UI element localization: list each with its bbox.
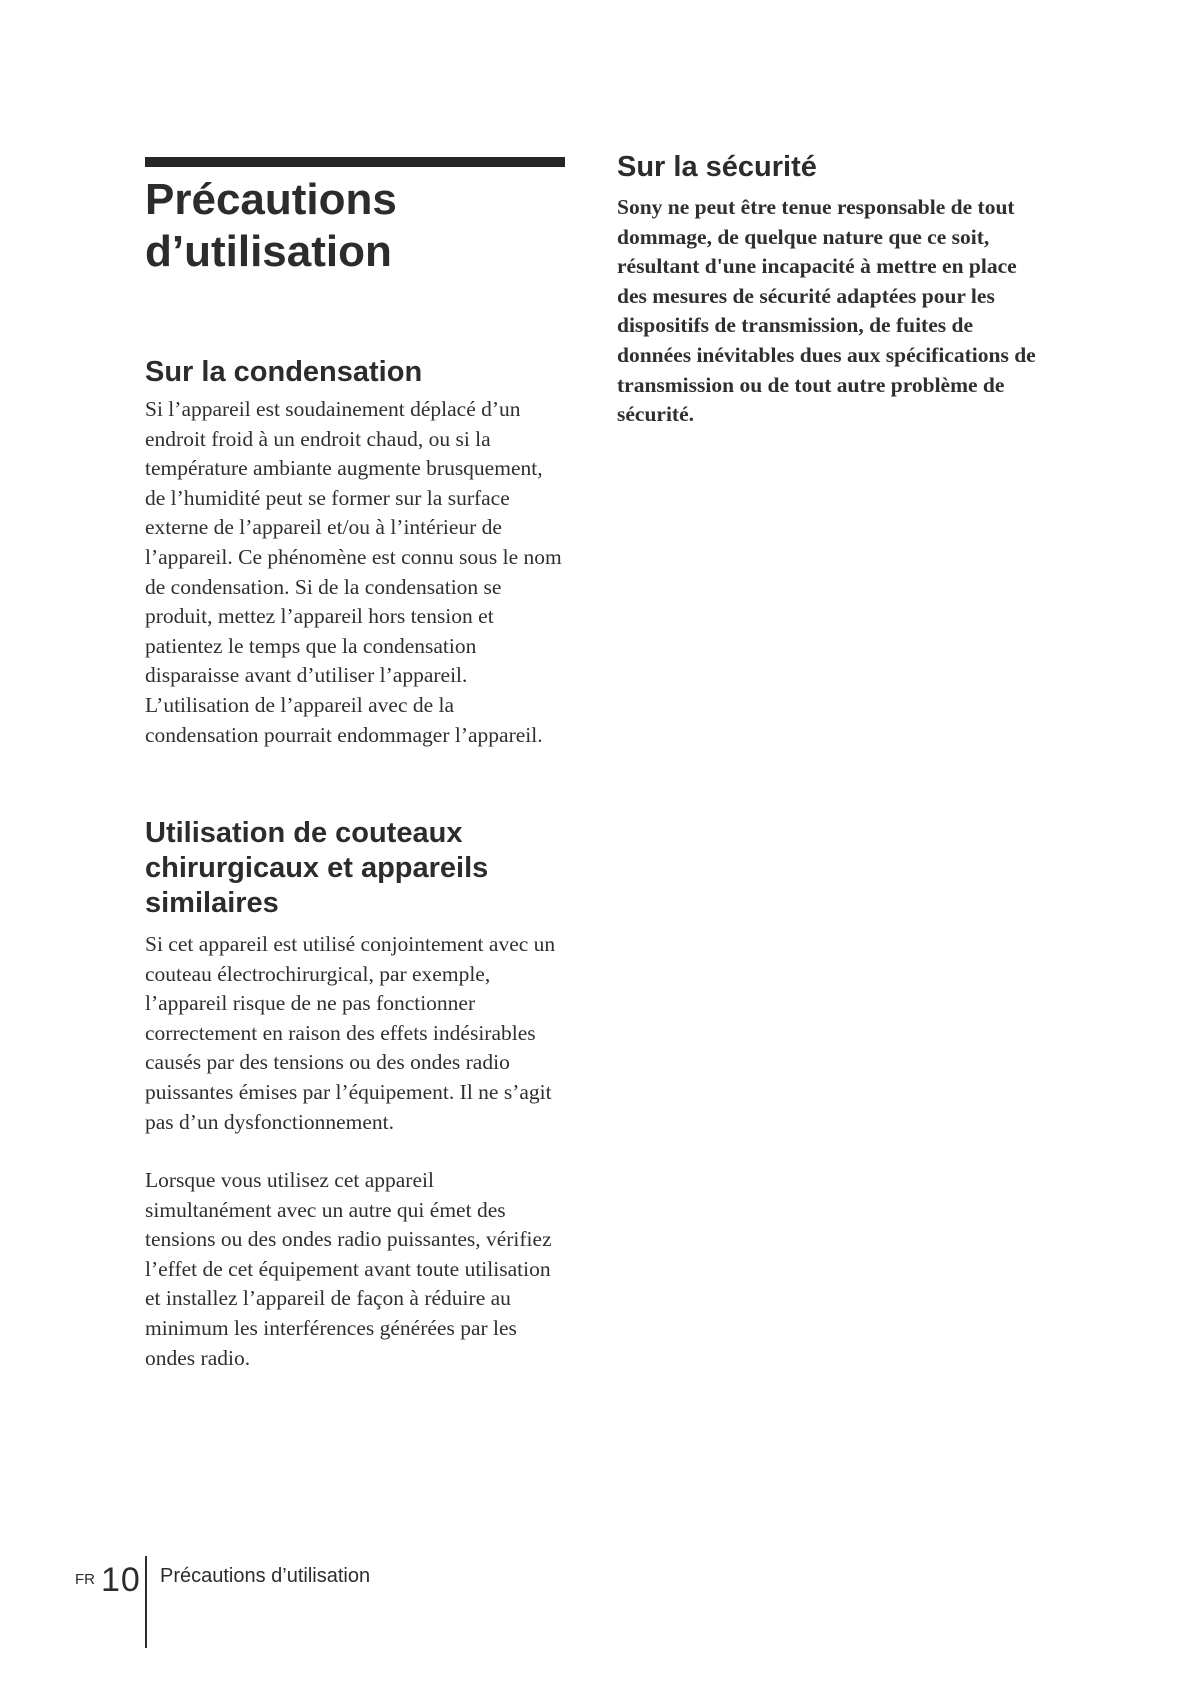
footer-language-code: FR — [75, 1571, 95, 1588]
footer-running-title: Précautions d’utilisation — [160, 1565, 371, 1587]
footer-page-number: 10 — [101, 1561, 141, 1599]
body-securite: Sony ne peut être tenue responsable de tout dommage, de quelque nature que ce soit, résultant d'une incapacité à mettre en place des mesures de sécurité adaptées pour les dispositifs de transmission, de fuites de données inévitables dues aux spécifications de transmission ou de tout autre problème de sécurité. — [617, 195, 1036, 427]
heading-condensation: Sur la condensation — [145, 356, 423, 388]
page-title: Précautions d’utilisation — [145, 175, 397, 276]
body-condensation: Si l’appareil est soudainement déplacé d’un endroit froid à un endroit chaud, ou si la température ambiante augmente brusquement, de l’humidité peut se former sur la surface externe de l’appareil et/ou à l’intérieur de l’appareil. Ce phénomène est connu sous le nom de condensation. Si de la condensation se produit, mettez l’appareil hors tension et patientez le temps que la condensation disparaisse avant d’utiliser l’appareil. L’utilisation de l’appareil avec de la condensation pourrait endommager l’appareil. — [145, 397, 562, 747]
body-couteaux-1: Si cet appareil est utilisé conjointement avec un couteau électrochirurgical, par exemple, l’appareil risque de ne pas fonctionner correctement en raison des effets indésirables causés par des tensions ou des ondes radio puissantes émises par l’équipement. Il ne s’agit pas d’un dysfonctionnement. — [145, 932, 556, 1134]
title-rule — [145, 157, 565, 167]
footer-rule — [145, 1556, 147, 1648]
heading-securite: Sur la sécurité — [617, 151, 817, 183]
heading-couteaux: Utilisation de couteaux chirurgicaux et appareils similaires — [145, 817, 489, 919]
body-couteaux-2: Lorsque vous utilisez cet appareil simultanément avec un autre qui émet des tensions ou des ondes radio puissantes, vérifiez l’effet de cet équipement avant toute utilisation et installez l’appareil de façon à réduire au minimum les interférences générées par les ondes radio. — [145, 1168, 552, 1370]
